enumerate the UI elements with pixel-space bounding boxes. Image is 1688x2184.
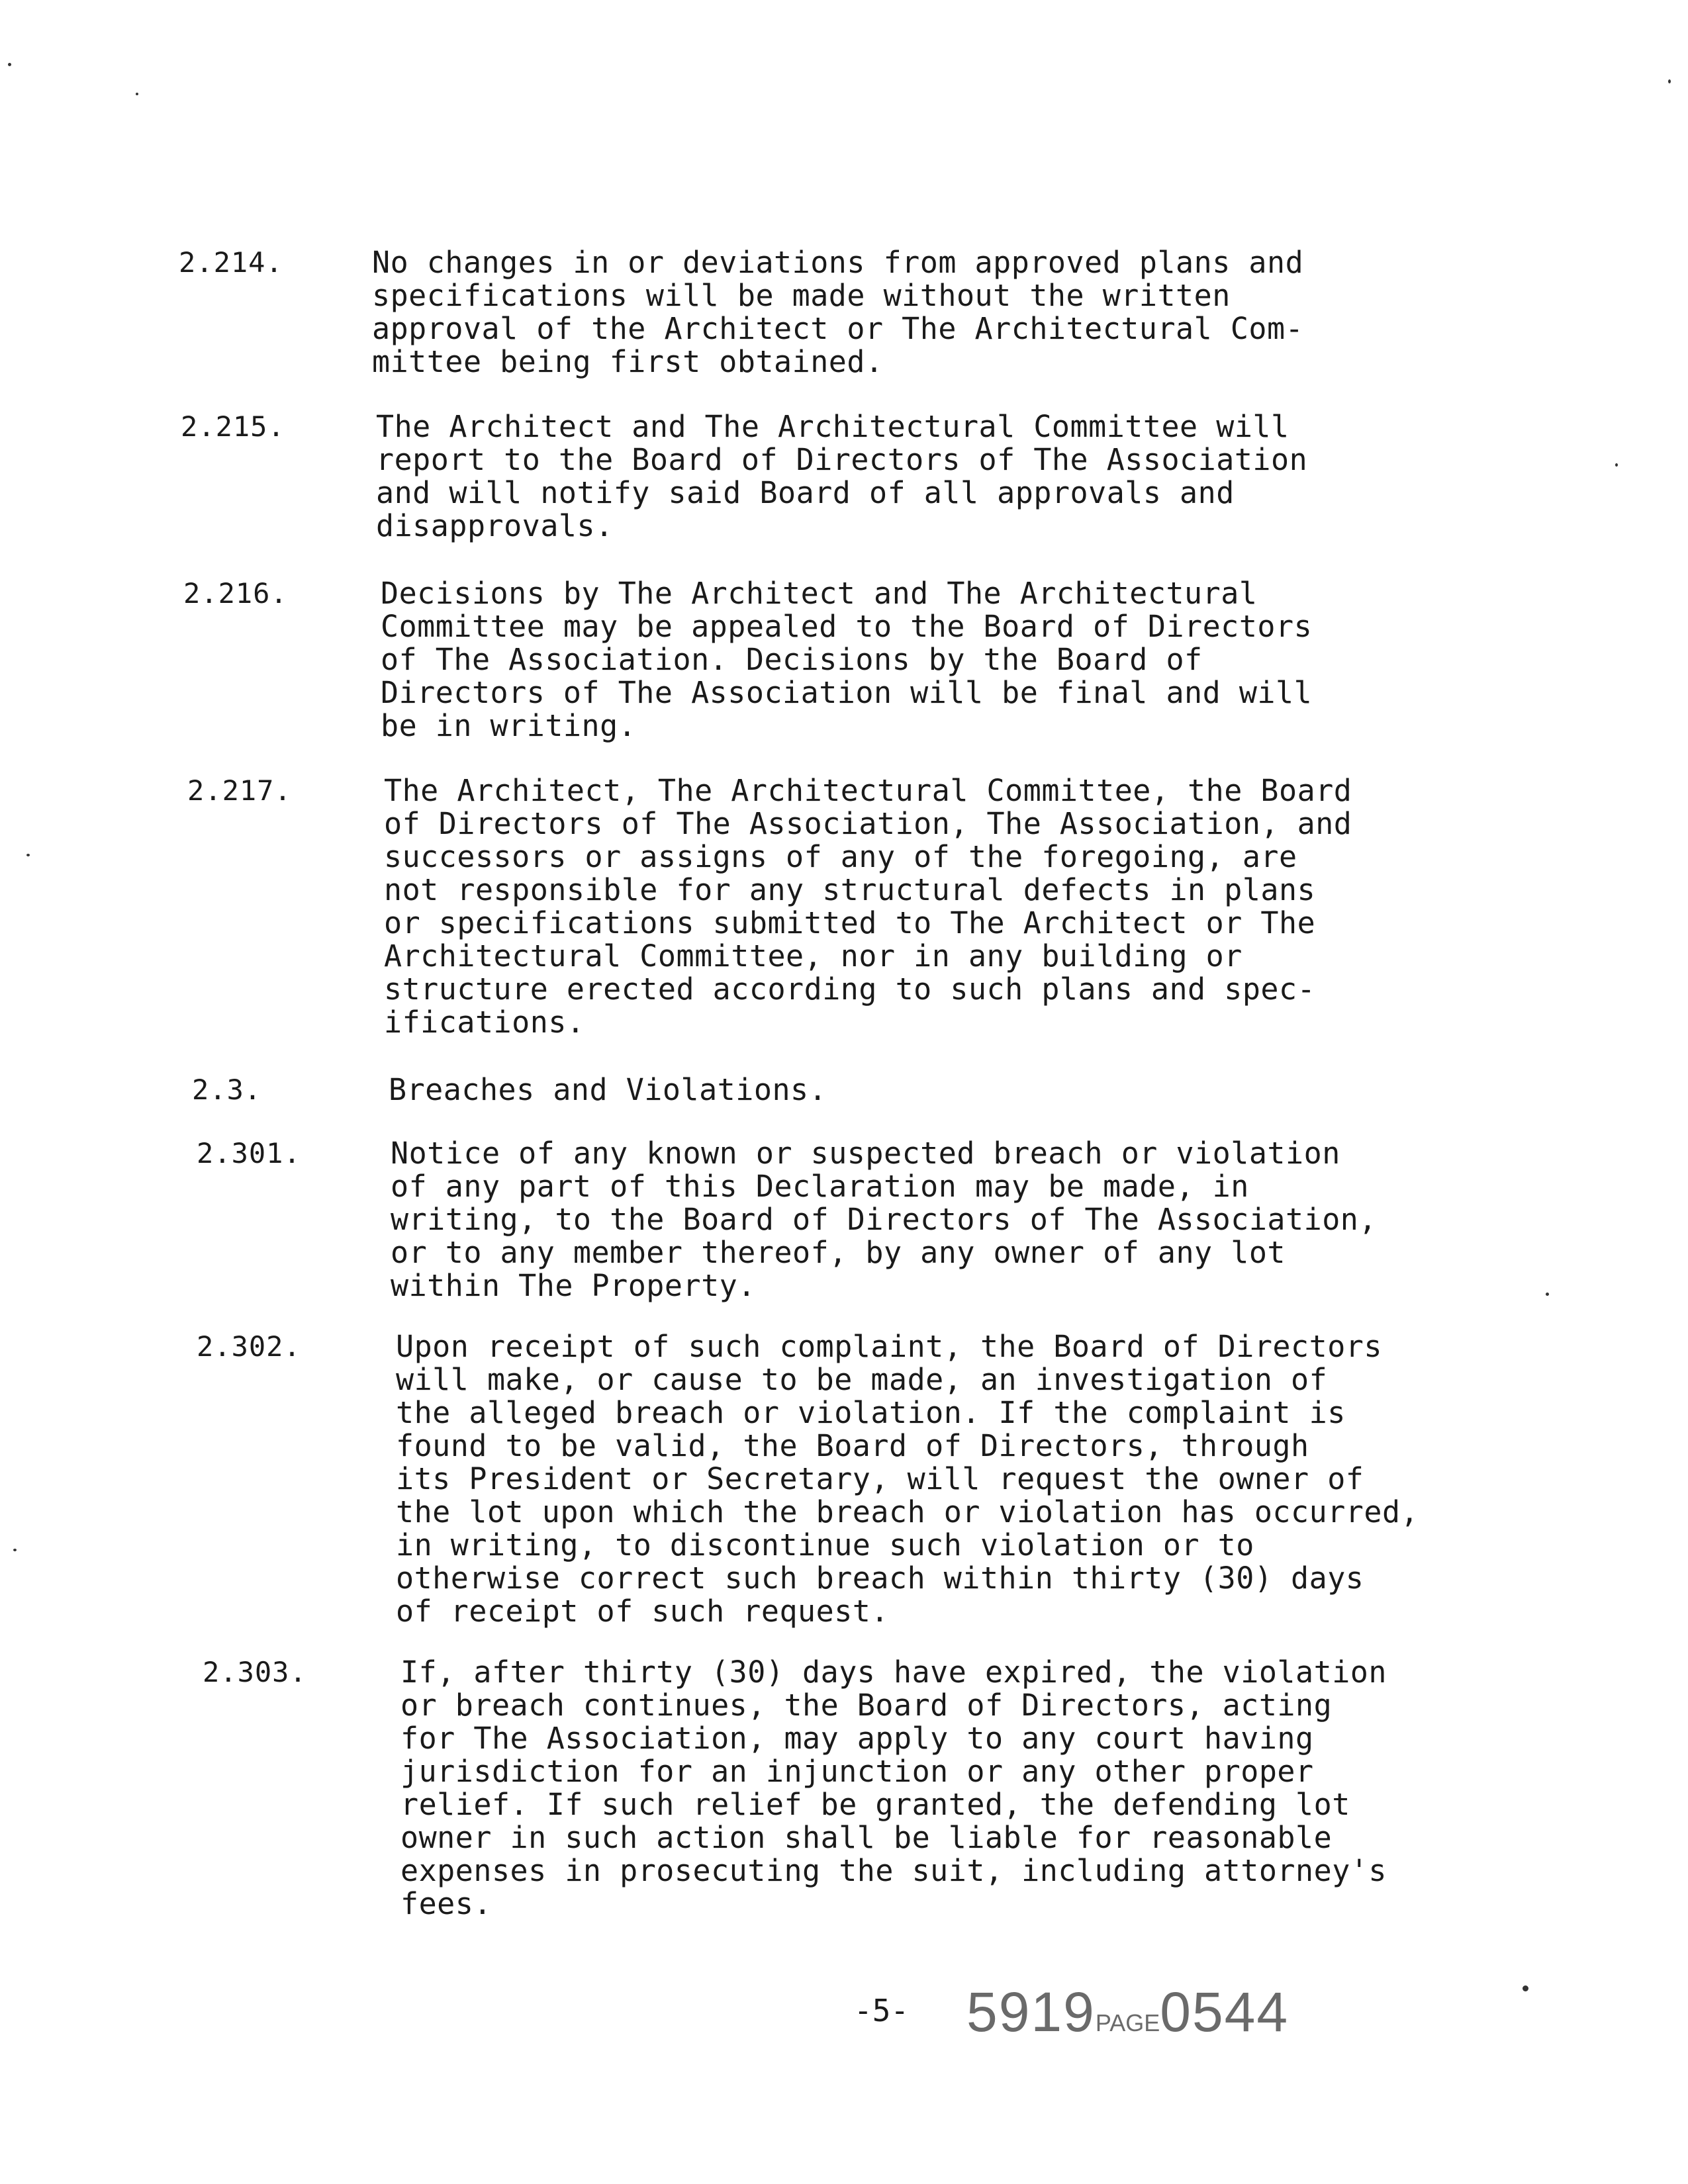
scan-speck: [8, 63, 11, 66]
section-number: 2.215.: [181, 410, 285, 443]
section-text: Notice of any known or suspected breach or violation of any part of this Declaration may be made, in writing, to the Board of Directors of The Association, or to any member thereof, by any owner of any lot within The Property.: [391, 1136, 1377, 1303]
section-2-3-heading: [0, 1073, 1688, 1113]
scan-speck: [1615, 463, 1618, 467]
section-number: 2.217.: [187, 774, 292, 807]
section-2-214: [0, 246, 1688, 392]
section-2-216: [0, 577, 1688, 749]
section-2-302: [0, 1330, 1688, 1635]
stamp-page-number: 0544: [1160, 1981, 1289, 2043]
section-text: The Architect and The Architectural Committee will report to the Board of Directors of The Association and will notify said Board of all approvals and disapprovals.: [376, 409, 1308, 543]
section-number: 2.216.: [183, 577, 288, 610]
recording-stamp: [966, 1979, 1289, 2056]
section-text: Decisions by The Architect and The Architectural Committee may be appealed to the Board of Directors of The Association. Decisions by the Board of Directors of The Association will be final and will be in writing.: [381, 576, 1313, 743]
scan-speck: [26, 854, 30, 856]
section-2-303: [0, 1656, 1688, 1934]
section-number: 2.303.: [203, 1656, 307, 1688]
page-number: -5-: [854, 1993, 910, 2028]
section-number: 2.302.: [197, 1330, 301, 1363]
scan-speck: [136, 93, 138, 95]
section-2-217: [0, 774, 1688, 1046]
section-text: The Architect, The Architectural Committee, the Board of Directors of The Association, The Association, and successors or assigns of any of the foregoing, are not responsible for any structural defects in plans or specifications submitted to The Architect or The Architectural Committee, nor in any building or structure erected according to such plans and spec- ifications.: [384, 773, 1352, 1040]
section-text: Upon receipt of such complaint, the Board of Directors will make, or cause to be made, an investigation of the alleged breach or violation. If the complaint is found to be valid, the Board of Directors, through its President or Secretary, will request the owner of the lot upon which the breach or violation has occurred, in writing, to discontinue such violation or to otherwise correct such breach within thirty (30) days of receipt of such request.: [396, 1329, 1419, 1629]
scan-speck: [1523, 1985, 1528, 1991]
scan-speck: [13, 1549, 17, 1551]
scan-speck: [1668, 79, 1671, 83]
section-number: 2.301.: [197, 1137, 301, 1169]
section-text: If, after thirty (30) days have expired, the violation or breach continues, the Board of Directors, acting for The Association, may apply to any court having jurisdiction for an injunction or any other proper relief. If such relief be granted, the defending lot owner in such action shall be liable for reasonable expenses in prosecuting the suit, including attorney's fees.: [400, 1655, 1387, 1921]
section-2-301: [0, 1137, 1688, 1309]
stamp-book-number: 5919: [966, 1981, 1096, 2043]
scan-speck: [1546, 1293, 1549, 1296]
section-heading: Breaches and Violations.: [389, 1072, 827, 1107]
stamp-page-label: PAGE: [1095, 2009, 1160, 2036]
section-number: 2.3.: [192, 1073, 262, 1106]
section-2-215: [0, 410, 1688, 556]
section-text: No changes in or deviations from approved plans and specifications will be made without the written approval of the Architect or The Architectural Com- mittee being first obtained.: [372, 245, 1304, 379]
section-number: 2.214.: [179, 246, 283, 279]
